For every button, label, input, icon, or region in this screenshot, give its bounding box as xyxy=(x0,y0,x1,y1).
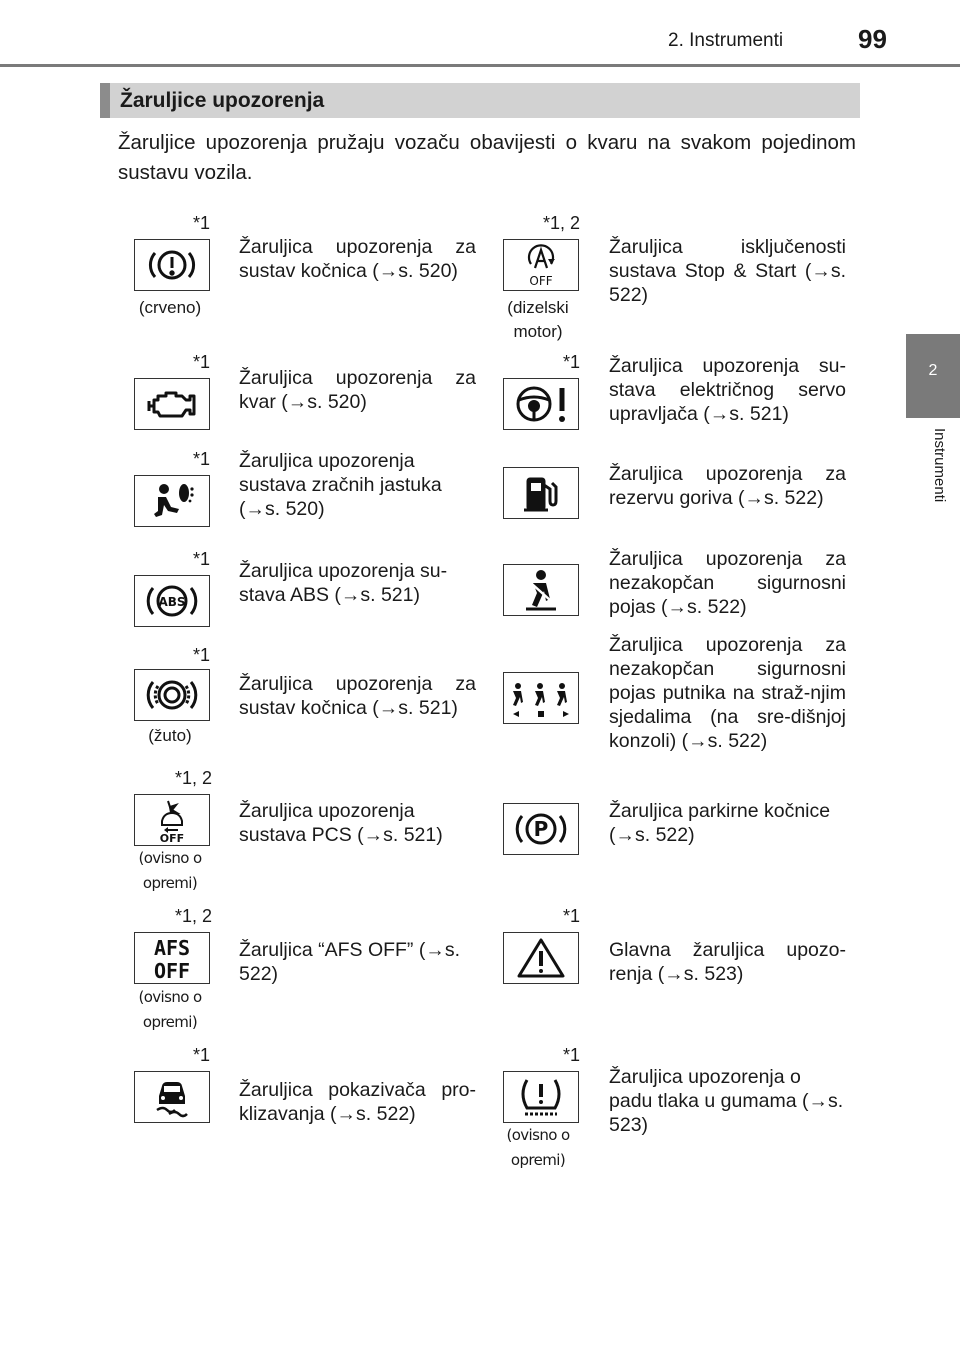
chapter-label: Instrumenti xyxy=(931,428,948,503)
brake-system-yellow-icon xyxy=(134,669,210,721)
footnote-ref: *1 xyxy=(192,213,210,233)
light-description: Žaruljica parkirne kočnice (→s. 522) xyxy=(609,800,831,846)
light-note: (ovisno o opremi) xyxy=(506,1126,570,1169)
icon-text: OFF xyxy=(153,959,191,982)
light-description: Žaruljica upozorenja za kvar (→s. 520) xyxy=(239,367,476,413)
afs-off-icon xyxy=(134,932,210,984)
light-description: Žaruljica upozorenja za sustav kočnica (→s. 520) xyxy=(239,236,476,282)
footnote-ref: *1 xyxy=(192,1045,210,1065)
section-heading: 2. Instrumenti xyxy=(668,30,784,51)
icon-text: OFF xyxy=(159,832,185,843)
footnote-ref: *1 xyxy=(192,645,210,665)
footnote-ref: *1 xyxy=(192,449,210,469)
footnote-ref: *1 xyxy=(562,352,580,372)
icon-text: P xyxy=(533,817,549,841)
slip-indicator-icon xyxy=(134,1071,210,1123)
light-note: (ovisno o opremi) xyxy=(138,988,202,1031)
section-title-bar xyxy=(100,83,860,118)
light-description: Žaruljica upozorenja su-stava ABS (→s. 521) xyxy=(239,560,448,606)
page-number: 99 xyxy=(858,24,887,54)
low-fuel-icon xyxy=(503,467,579,519)
airbag-warning-icon xyxy=(134,475,210,527)
brake-warning-icon xyxy=(134,239,210,291)
engine-malfunction-icon xyxy=(134,378,210,430)
header-rule xyxy=(0,64,960,67)
light-description: Žaruljica upozorenja o padu tlaka u gumama (→s. 523) xyxy=(609,1066,844,1136)
abs-warning-icon xyxy=(134,575,210,627)
section-title-accent xyxy=(100,83,110,118)
footnote-ref: *1 xyxy=(562,1045,580,1065)
power-steering-warning-icon xyxy=(503,378,579,430)
light-description: Žaruljica upozorenja su-stava električnog servo upravljača (→s. 521) xyxy=(609,355,846,425)
light-note: (ovisno o opremi) xyxy=(138,849,202,892)
chapter-tab xyxy=(906,334,960,418)
light-note: (žuto) xyxy=(148,726,192,745)
light-description: Žaruljica upozorenja sustava zračnih jastuka (→s. 520) xyxy=(239,450,442,520)
footnote-ref: *1 xyxy=(192,352,210,372)
light-description: Žaruljica upozorenja za nezakopčan sigurnosni pojas putnika na straž-njim sjedalima (na sre-dišnjoj konzoli) (→s. 522) xyxy=(609,634,846,752)
light-description: Žaruljica upozorenja sustava PCS (→s. 521) xyxy=(239,800,443,846)
light-note: (dizelski motor) xyxy=(507,298,569,341)
footnote-ref: *1 xyxy=(192,549,210,569)
footnote-ref: *1, 2 xyxy=(542,213,580,233)
section-title: Žaruljice upozorenja xyxy=(120,89,325,112)
master-warning-icon xyxy=(503,932,579,984)
rear-seatbelt-reminder-icon xyxy=(503,672,579,724)
seatbelt-reminder-icon xyxy=(503,564,579,616)
icon-text: ABS xyxy=(158,595,186,609)
pcs-off-icon xyxy=(134,794,210,846)
icon-text: AFS xyxy=(153,936,191,960)
stop-start-off-icon xyxy=(503,239,579,291)
icon-text: OFF xyxy=(529,274,553,288)
footnote-ref: *1 xyxy=(562,906,580,926)
parking-brake-icon xyxy=(503,803,579,855)
light-description: Žaruljica upozorenja za nezakopčan sigurnosni pojas (→s. 522) xyxy=(609,548,846,618)
light-description: Žaruljica upozorenja za sustav kočnica (→s. 521) xyxy=(239,673,476,719)
tire-pressure-warning-icon xyxy=(503,1071,579,1123)
light-description: Žaruljica upozorenja za rezervu goriva (→s. 522) xyxy=(609,463,846,509)
intro-paragraph: Žaruljice upozorenja pružaju vozaču obavijesti o kvaru na svakom pojedinom sustavu vozila. xyxy=(118,131,856,184)
light-description: Žaruljica pokazivača pro-klizavanja (→s. 522) xyxy=(239,1079,476,1125)
light-description: Žaruljica “AFS OFF” (→s. 522) xyxy=(239,939,461,985)
light-note: (crveno) xyxy=(138,298,202,317)
light-description: Glavna žaruljica upozo-renja (→s. 523) xyxy=(609,939,846,985)
light-description: Žaruljica isključenosti sustava Stop & Start (→s. 522) xyxy=(609,236,846,306)
footnote-ref: *1, 2 xyxy=(174,768,212,788)
chapter-number: 2 xyxy=(928,362,938,379)
footnote-ref: *1, 2 xyxy=(174,906,212,926)
